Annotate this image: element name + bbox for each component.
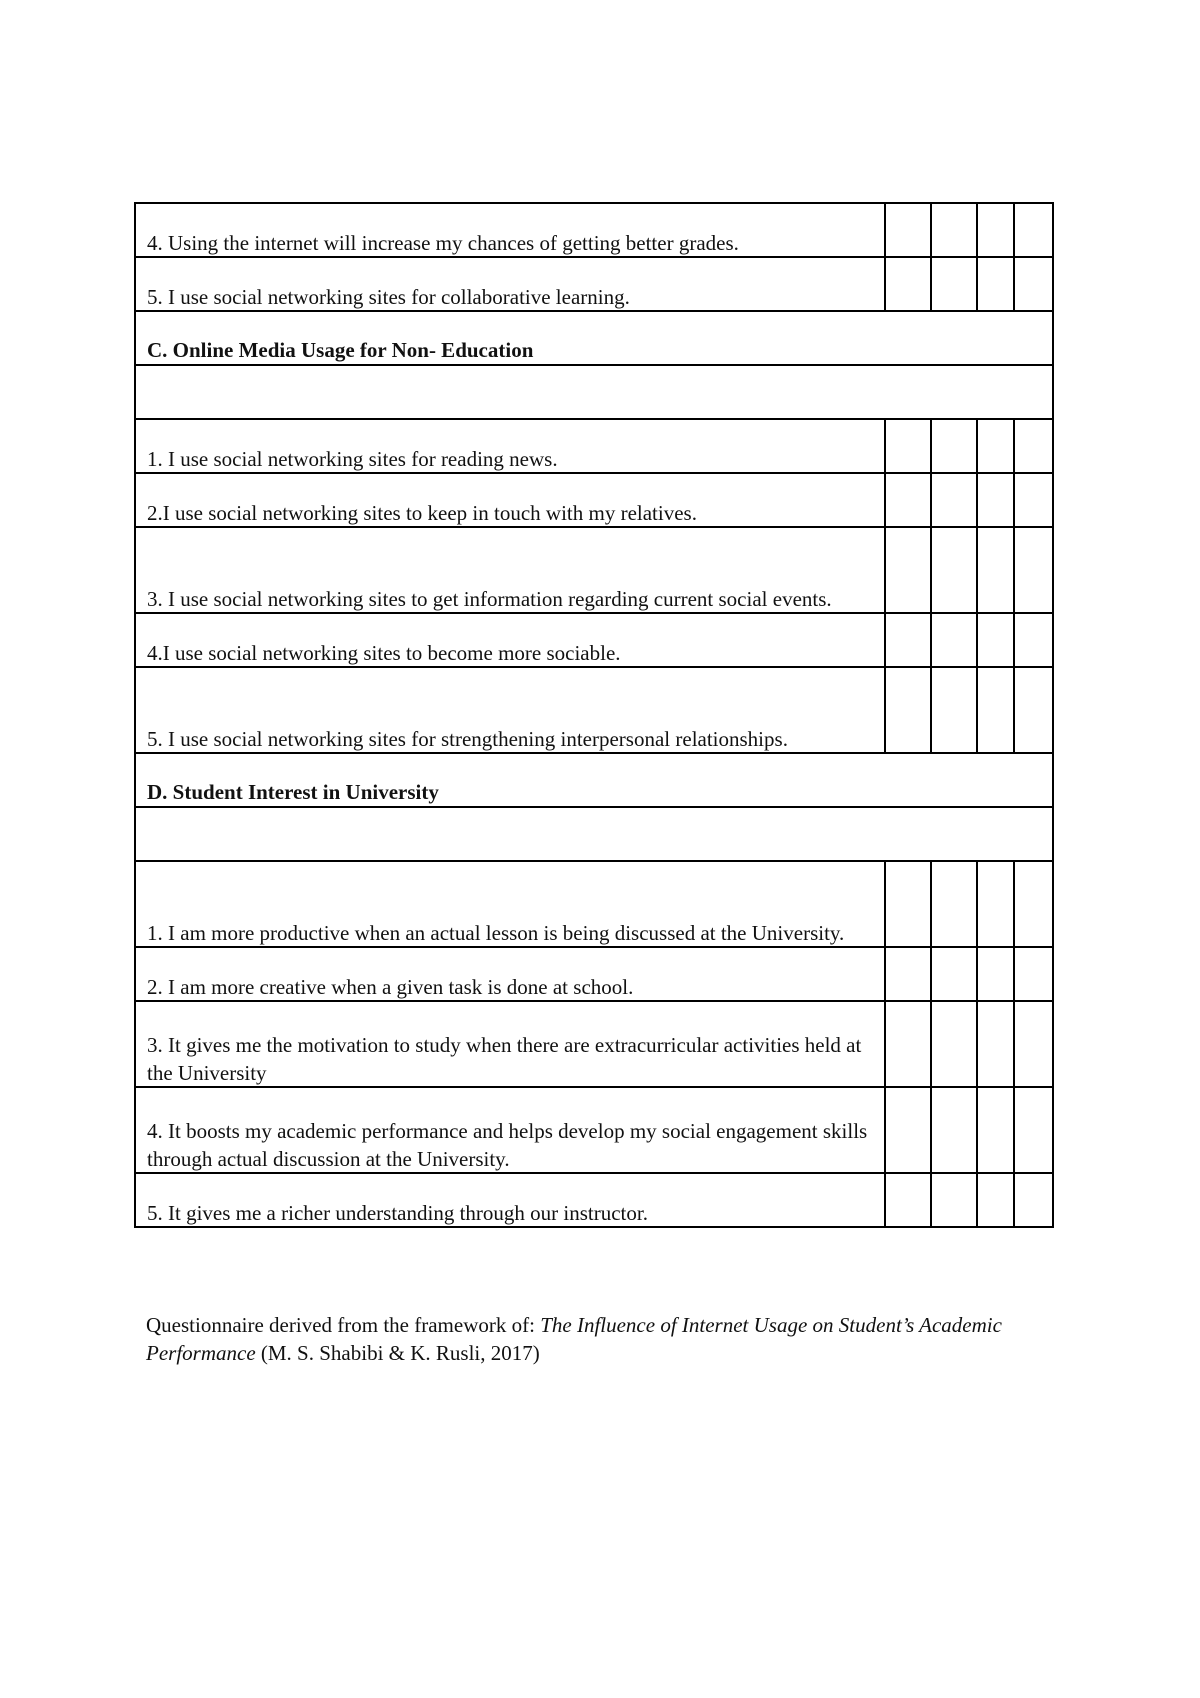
rating-box[interactable]	[885, 1001, 931, 1087]
statement-cell	[135, 1087, 885, 1173]
statement-text: 4. It boosts my academic performance and helps develop my social engagement skills through actual discussion at the University.	[147, 1119, 868, 1171]
blank-cell	[135, 365, 1053, 419]
rating-box[interactable]	[1014, 419, 1053, 473]
section-heading: D. Student Interest in University	[135, 753, 1053, 807]
rating-box[interactable]	[931, 1001, 977, 1087]
table-row	[135, 203, 1053, 257]
statement-text: 5. I use social networking sites for strengthening interpersonal relationships.	[147, 727, 788, 751]
blank-row	[135, 365, 1053, 419]
blank-row	[135, 807, 1053, 861]
rating-box[interactable]	[977, 419, 1014, 473]
rating-box[interactable]	[1014, 1173, 1053, 1227]
table-row	[135, 527, 1053, 613]
rating-box[interactable]	[977, 203, 1014, 257]
table-row	[135, 473, 1053, 527]
rating-box[interactable]	[931, 613, 977, 667]
rating-box[interactable]	[931, 947, 977, 1001]
statement-text: 1. I use social networking sites for reading news.	[147, 447, 558, 471]
statement-cell	[135, 861, 885, 947]
citation-prefix: Questionnaire derived from the framework of:	[146, 1313, 541, 1337]
table-row	[135, 947, 1053, 1001]
rating-box[interactable]	[1014, 613, 1053, 667]
rating-box[interactable]	[977, 473, 1014, 527]
rating-box[interactable]	[931, 419, 977, 473]
rating-box[interactable]	[1014, 527, 1053, 613]
rating-box[interactable]	[885, 203, 931, 257]
statement-cell	[135, 667, 885, 753]
rating-box[interactable]	[1014, 947, 1053, 1001]
questionnaire-table	[134, 202, 1054, 1228]
rating-box[interactable]	[1014, 667, 1053, 753]
statement-cell	[135, 419, 885, 473]
citation-note	[146, 1311, 1046, 1367]
rating-box[interactable]	[885, 1087, 931, 1173]
rating-box[interactable]	[1014, 473, 1053, 527]
section-heading-row	[135, 311, 1053, 365]
statement-text: 1. I am more productive when an actual lesson is being discussed at the University.	[147, 921, 845, 945]
table-row	[135, 1173, 1053, 1227]
rating-box[interactable]	[977, 257, 1014, 311]
table-row	[135, 1001, 1053, 1087]
rating-box[interactable]	[885, 861, 931, 947]
rating-box[interactable]	[885, 947, 931, 1001]
statement-text: 2.I use social networking sites to keep in touch with my relatives.	[147, 501, 697, 525]
statement-cell	[135, 1173, 885, 1227]
table-row	[135, 861, 1053, 947]
citation-title: The Influence of Internet Usage on Student’s Academic Performance	[146, 1313, 1002, 1365]
statement-cell	[135, 527, 885, 613]
table-row	[135, 667, 1053, 753]
rating-box[interactable]	[1014, 203, 1053, 257]
statement-text: 5. It gives me a richer understanding through our instructor.	[147, 1201, 648, 1225]
rating-box[interactable]	[885, 419, 931, 473]
statement-text: 4. Using the internet will increase my chances of getting better grades.	[147, 231, 739, 255]
rating-box[interactable]	[885, 473, 931, 527]
table-row	[135, 613, 1053, 667]
rating-box[interactable]	[931, 1173, 977, 1227]
rating-box[interactable]	[885, 613, 931, 667]
rating-box[interactable]	[977, 613, 1014, 667]
statement-cell	[135, 203, 885, 257]
rating-box[interactable]	[1014, 1087, 1053, 1173]
rating-box[interactable]	[977, 1173, 1014, 1227]
statement-text: 2. I am more creative when a given task is done at school.	[147, 975, 634, 999]
rating-box[interactable]	[977, 1087, 1014, 1173]
rating-box[interactable]	[885, 257, 931, 311]
statement-cell	[135, 473, 885, 527]
rating-box[interactable]	[885, 1173, 931, 1227]
statement-cell	[135, 613, 885, 667]
section-heading-row	[135, 753, 1053, 807]
rating-box[interactable]	[931, 667, 977, 753]
blank-cell	[135, 807, 1053, 861]
table-row	[135, 419, 1053, 473]
rating-box[interactable]	[977, 861, 1014, 947]
rating-box[interactable]	[931, 473, 977, 527]
statement-cell	[135, 1001, 885, 1087]
rating-box[interactable]	[931, 1087, 977, 1173]
rating-box[interactable]	[1014, 861, 1053, 947]
section-heading: C. Online Media Usage for Non- Education	[135, 311, 1053, 365]
rating-box[interactable]	[931, 861, 977, 947]
rating-box[interactable]	[931, 257, 977, 311]
statement-text: 4.I use social networking sites to become more sociable.	[147, 641, 621, 665]
statement-cell	[135, 257, 885, 311]
rating-box[interactable]	[977, 527, 1014, 613]
citation-suffix: (M. S. Shabibi & K. Rusli, 2017)	[255, 1341, 540, 1365]
rating-box[interactable]	[885, 527, 931, 613]
statement-text: 5. I use social networking sites for collaborative learning.	[147, 285, 630, 309]
rating-box[interactable]	[1014, 257, 1053, 311]
statement-cell	[135, 947, 885, 1001]
rating-box[interactable]	[977, 667, 1014, 753]
statement-text: 3. It gives me the motivation to study when there are extracurricular activities held at the University	[147, 1033, 862, 1085]
rating-box[interactable]	[931, 527, 977, 613]
statement-text: 3. I use social networking sites to get information regarding current social events.	[147, 587, 832, 611]
rating-box[interactable]	[1014, 1001, 1053, 1087]
table-row	[135, 1087, 1053, 1173]
rating-box[interactable]	[977, 947, 1014, 1001]
rating-box[interactable]	[977, 1001, 1014, 1087]
rating-box[interactable]	[931, 203, 977, 257]
rating-box[interactable]	[885, 667, 931, 753]
table-row	[135, 257, 1053, 311]
